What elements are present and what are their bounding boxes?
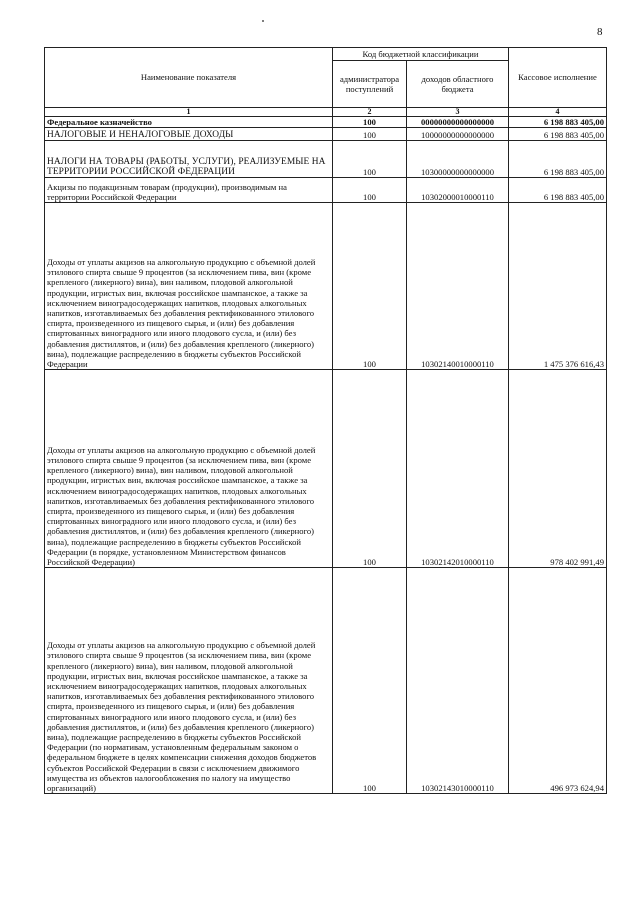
- row-name: НАЛОГИ НА ТОВАРЫ (РАБОТЫ, УСЛУГИ), РЕАЛИЗУЕМЫЕ НА ТЕРРИТОРИИ РОССИЙСКОЙ ФЕДЕРАЦИИ: [45, 141, 333, 178]
- page-number: 8: [597, 26, 603, 38]
- row-admin-code: 100: [333, 128, 407, 141]
- row-name: Федеральное казначейство: [45, 117, 333, 128]
- header-budget-code: Код бюджетной классификации: [333, 48, 509, 61]
- scan-speck: [262, 20, 264, 22]
- row-amount: 6 198 883 405,00: [509, 128, 607, 141]
- row-revenue-code: 00000000000000000: [407, 117, 509, 128]
- row-revenue-code: 10000000000000000: [407, 128, 509, 141]
- row-amount: 496 973 624,94: [509, 568, 607, 794]
- row-revenue-code: 10300000000000000: [407, 141, 509, 178]
- col-number: 2: [333, 108, 407, 117]
- header-revenue: доходов областного бюджета: [407, 61, 509, 108]
- row-amount: 6 198 883 405,00: [509, 178, 607, 203]
- table-row: [45, 141, 607, 178]
- row-amount: 6 198 883 405,00: [509, 117, 607, 128]
- row-admin-code: 100: [333, 203, 407, 370]
- row-admin-code: 100: [333, 141, 407, 178]
- table-row: [45, 128, 607, 141]
- col-number: 1: [45, 108, 333, 117]
- table-row: [45, 117, 607, 128]
- row-amount: 978 402 991,49: [509, 370, 607, 568]
- row-admin-code: 100: [333, 370, 407, 568]
- row-name: Доходы от уплаты акцизов на алкогольную продукцию с объемной долей этилового спирта свыше 9 процентов (за исключением пива, вин (кроме крепленого (ликерного) вина), вин наливом, плодовой алкогольной продукции, игристых вин, включая российское шампанское, а также за исключением виноградосодержащих напитков, плодовых алкогольных напитков, изготавливаемых без добавления ректификованного этилового спирта, произведенного из пищевого сырья, и (или) без добавления спиртованных виноградного или иного плодового сусла, и (или) без добавления дистиллятов, и (или) без добавления крепленого (ликерного) вина), подлежащие распределению в бюджеты субъектов Российской Федерации (в порядке, установленном Министерством финансов Российской Федерации): [45, 370, 333, 568]
- header-name: Наименование показателя: [45, 48, 333, 108]
- col-number: 3: [407, 108, 509, 117]
- row-name: Доходы от уплаты акцизов на алкогольную продукцию с объемной долей этилового спирта свыше 9 процентов (за исключением пива, вин (кроме крепленого (ликерного) вина), вин наливом, плодовой алкогольной продукции, игристых вин, включая российское шампанское, а также за исключением виноградосодержащих напитков, плодовых алкогольных напитков, изготавливаемых без добавления ректификованного этилового спирта, произведенного из пищевого сырья, и (или) без добавления спиртованных виноградного или иного плодового сусла, и (или) без добавления дистиллятов, и (или) без добавления крепленого (ликерного) вина), подлежащие распределению в бюджеты субъектов Российской Федерации (по нормативам, установленным федеральным законом о федеральном бюджете в целях компенсации снижения доходов бюджетов субъектов Российской Федерации в связи с исключением движимого имущества из объектов налогообложения по налогу на имущество организаций): [45, 568, 333, 794]
- row-admin-code: 100: [333, 178, 407, 203]
- row-name: Доходы от уплаты акцизов на алкогольную продукцию с объемной долей этилового спирта свыше 9 процентов (за исключением пива, вин (кроме крепленого (ликерного) вина), вин наливом, плодовой алкогольной продукции, игристых вин, включая российское шампанское, а также за исключением виноградосодержащих напитков, плодовых алкогольных напитков, изготавливаемых без добавления ректификованного этилового спирта, произведенного из пищевого сырья, и (или) без добавления спиртованных виноградного или иного плодового сусла, и (или) без добавления дистиллятов, и (или) без добавления крепленого (ликерного) вина), подлежащие распределению в бюджеты субъектов Российской Федерации: [45, 203, 333, 370]
- row-admin-code: 100: [333, 568, 407, 794]
- header-admin: администратора поступлений: [333, 61, 407, 108]
- row-revenue-code: 10302140010000110: [407, 203, 509, 370]
- row-admin-code: 100: [333, 117, 407, 128]
- table-row: [45, 178, 607, 203]
- table-row: [45, 370, 607, 568]
- col-number: 4: [509, 108, 607, 117]
- row-revenue-code: 10302142010000110: [407, 370, 509, 568]
- table-row: [45, 568, 607, 794]
- row-amount: 6 198 883 405,00: [509, 141, 607, 178]
- budget-execution-table: [44, 47, 607, 794]
- row-amount: 1 475 376 616,43: [509, 203, 607, 370]
- row-revenue-code: 10302000010000110: [407, 178, 509, 203]
- header-cash-execution: Кассовое исполнение: [509, 48, 607, 108]
- row-revenue-code: 10302143010000110: [407, 568, 509, 794]
- table-row: [45, 203, 607, 370]
- row-name: Акцизы по подакцизным товарам (продукции), производимым на территории Российской Федерации: [45, 178, 333, 203]
- row-name: НАЛОГОВЫЕ И НЕНАЛОГОВЫЕ ДОХОДЫ: [45, 128, 333, 141]
